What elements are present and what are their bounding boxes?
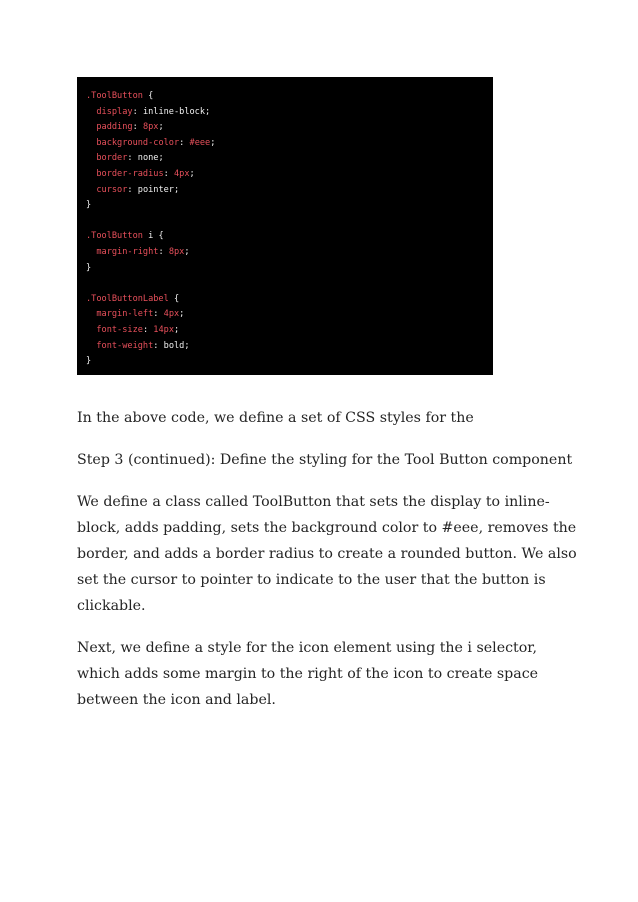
code-value: 14px [153, 324, 174, 335]
code-property: margin-left [96, 309, 154, 320]
paragraph-intro: In the above code, we define a set of CSS styles for the [77, 410, 474, 426]
code-line [86, 261, 493, 277]
code-line: display: inline-block; [96, 106, 211, 117]
code-block [77, 77, 493, 375]
code-line: font-size: 14px; [96, 324, 180, 335]
article-body [77, 405, 577, 729]
code-value: 8px [168, 246, 185, 257]
code-selector: .ToolButton [86, 231, 143, 242]
code-line: margin-left: 4px; [96, 309, 185, 320]
code-selector-element: i [142, 231, 154, 242]
code-selector: .ToolButton [86, 91, 143, 101]
code-property: padding [96, 122, 133, 133]
code-open-brace: { [142, 91, 154, 101]
code-line: background-color: #eee; [96, 137, 216, 148]
code-line [86, 354, 493, 370]
code-property: background-color [96, 137, 180, 148]
code-value: none [137, 153, 159, 164]
code-value: inline-block [142, 106, 206, 117]
code-value: 4px [173, 168, 190, 179]
paragraph-toolbutton-description: We define a class called ToolButton that sets the display to inline-block, adds padding, sets the background color to #eee, removes the border, and adds a border radius to create a rounded button. We also set the cursor to pointer to indicate to the user that the button is clickable. [77, 494, 577, 614]
code-line: border-radius: 4px; [96, 168, 195, 179]
paragraph-icon-description: Next, we define a style for the icon element using the i selector, which adds some margin to the right of the icon to create space between the icon and label. [77, 640, 539, 708]
code-value: 8px [142, 122, 159, 133]
code-property: display [96, 106, 133, 117]
code-line [86, 198, 493, 214]
code-property: border-radius [96, 168, 164, 179]
code-value: 4px [163, 309, 180, 320]
code-value: pointer [137, 184, 174, 195]
code-value: bold [163, 340, 185, 351]
code-close-brace: } [86, 262, 92, 273]
code-line: border: none; [96, 153, 164, 164]
code-property: margin-right [96, 246, 159, 257]
code-line: font-weight: bold; [96, 340, 190, 351]
code-property: border [96, 153, 128, 164]
code-property: font-size [96, 324, 143, 335]
code-line [86, 214, 493, 230]
code-property: cursor [96, 184, 128, 195]
paragraph-step-3-heading: Step 3 (continued): Define the styling for the Tool Button component [77, 452, 573, 468]
code-line [86, 89, 493, 105]
code-line [86, 276, 493, 292]
code-open-brace: { [168, 293, 180, 304]
code-property: font-weight [96, 340, 154, 351]
code-selector: .ToolButtonLabel [86, 293, 169, 304]
code-open-brace: { [153, 231, 164, 242]
code-close-brace: } [86, 356, 92, 367]
code-value: #eee [189, 137, 211, 148]
code-line: margin-right: 8px; [96, 246, 190, 257]
code-line: cursor: pointer; [96, 184, 180, 195]
code-line [86, 229, 493, 245]
code-close-brace: } [86, 200, 92, 211]
code-line [86, 292, 493, 308]
code-line: padding: 8px; [96, 122, 164, 133]
